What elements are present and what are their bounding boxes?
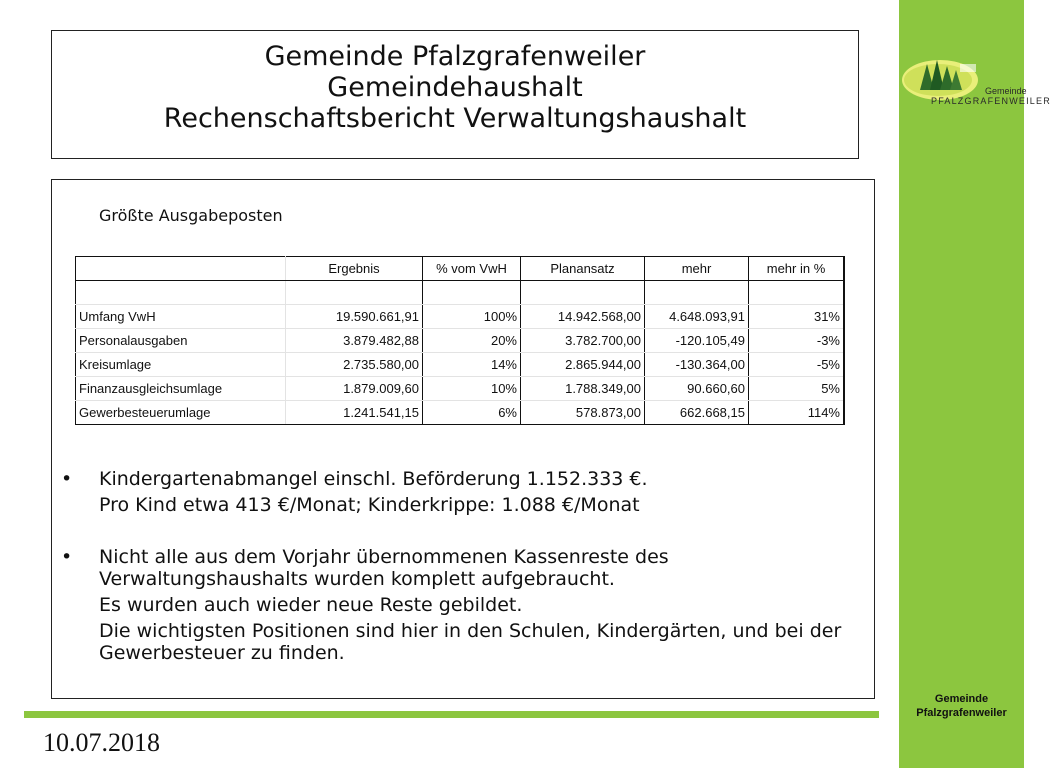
table-cell-empty (423, 281, 521, 305)
sidebar-footer-line2: Pfalzgrafenweiler (916, 707, 1007, 719)
table-header-cell: % vom VwH (423, 257, 521, 281)
footer-accent-bar (24, 711, 879, 718)
table-cell: 10% (423, 377, 521, 401)
table-cell: 100% (423, 305, 521, 329)
table-cell: 14.942.568,00 (521, 305, 645, 329)
table-cell-label: Kreisumlage (76, 353, 286, 377)
table-cell: 2.865.944,00 (521, 353, 645, 377)
table-cell: 5% (749, 377, 845, 401)
bullet-paragraph: Nicht alle aus dem Vorjahr übernommenen Kassenreste des Verwaltungshaushalts wurden komplett aufgebraucht. (99, 546, 669, 590)
table-cell-empty (286, 281, 423, 305)
table-header-cell: mehr in % (749, 257, 845, 281)
bullet-marker: • (61, 546, 73, 568)
table-cell-empty (645, 281, 749, 305)
table-header-cell (76, 257, 286, 281)
sidebar-green-band (899, 0, 1024, 768)
table-header-row (76, 257, 845, 281)
bullet-paragraph: Pro Kind etwa 413 €/Monat; Kinderkrippe: 1.088 €/Monat (99, 494, 640, 516)
table-cell-label: Umfang VwH (76, 305, 286, 329)
table-header-cell: Planansatz (521, 257, 645, 281)
table-cell: 1.241.541,15 (286, 401, 423, 425)
table-header-cell: Ergebnis (286, 257, 423, 281)
bullet-paragraph: Kindergartenabmangel einschl. Beförderung 1.152.333 €. (99, 468, 648, 490)
section-heading: Größte Ausgabeposten (99, 206, 283, 225)
bullet-marker: • (61, 468, 73, 490)
table-cell: 1.788.349,00 (521, 377, 645, 401)
title-line-1: Gemeinde Pfalzgrafenweiler (264, 41, 646, 72)
table-row (76, 353, 845, 377)
title-line-2: Gemeindehaushalt (327, 72, 583, 103)
table-cell: 114% (749, 401, 845, 425)
table-cell: 578.873,00 (521, 401, 645, 425)
table-cell: 4.648.093,91 (645, 305, 749, 329)
table-cell-empty (521, 281, 645, 305)
table-cell: -130.364,00 (645, 353, 749, 377)
table-cell: 3.879.482,88 (286, 329, 423, 353)
title-box (51, 30, 859, 159)
table-row (76, 377, 845, 401)
table-cell: 6% (423, 401, 521, 425)
footer-date: 10.07.2018 (43, 728, 160, 757)
sidebar-footer-line1: Gemeinde (934, 693, 989, 705)
bullet-paragraph: Es wurden auch wieder neue Reste gebildet. (99, 594, 523, 616)
table-header-cell: mehr (645, 257, 749, 281)
table-row (76, 305, 845, 329)
budget-table (75, 256, 845, 425)
table-cell: 31% (749, 305, 845, 329)
logo-text-small: Gemeinde (985, 86, 1027, 96)
table-cell: 19.590.661,91 (286, 305, 423, 329)
table-cell: -120.105,49 (645, 329, 749, 353)
table-cell-label: Personalausgaben (76, 329, 286, 353)
title-line-3: Rechenschaftsbericht Verwaltungshaushalt (163, 103, 747, 134)
logo-text-big: PFALZGRAFENWEILER (931, 96, 1051, 106)
table-cell: 20% (423, 329, 521, 353)
table-cell-empty (749, 281, 845, 305)
table-cell: -3% (749, 329, 845, 353)
table-cell: 14% (423, 353, 521, 377)
bullet-paragraph: Die wichtigsten Positionen sind hier in den Schulen, Kindergärten, und bei der Gewerbesteuer zu finden. (99, 620, 842, 664)
table-cell-label: Finanzausgleichsumlage (76, 377, 286, 401)
table-cell: -5% (749, 353, 845, 377)
table-row (76, 329, 845, 353)
table-cell: 662.668,15 (645, 401, 749, 425)
table-row (76, 401, 845, 425)
table-spacer-row (76, 281, 845, 305)
table-cell-empty (76, 281, 286, 305)
table-cell: 3.782.700,00 (521, 329, 645, 353)
table-cell-label: Gewerbesteuerumlage (76, 401, 286, 425)
table-cell: 1.879.009,60 (286, 377, 423, 401)
sidebar-footer-org (899, 692, 1024, 720)
table-cell: 2.735.580,00 (286, 353, 423, 377)
table-cell: 90.660,60 (645, 377, 749, 401)
